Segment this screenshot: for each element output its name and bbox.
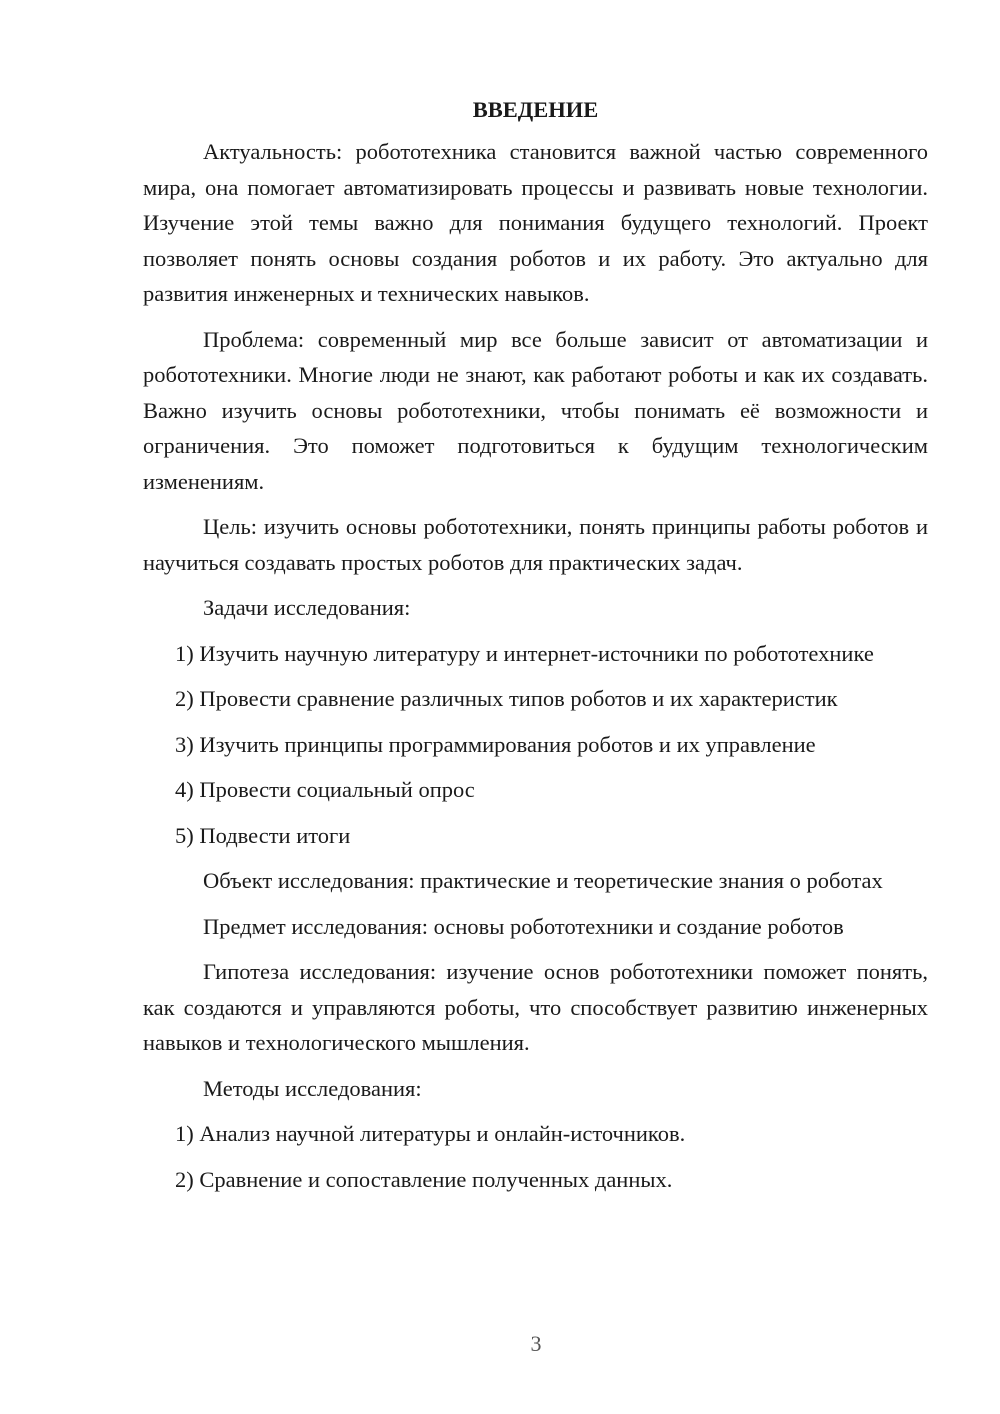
list-item: 3) Изучить принципы программирования роботов и их управление bbox=[175, 731, 816, 757]
goal-paragraph: Цель: изучить основы робототехники, понять принципы работы роботов и научиться создавать простых роботов для практических задач. bbox=[143, 514, 928, 575]
list-item: 1) Изучить научную литературу и интернет-источники по робототехнике bbox=[175, 640, 874, 666]
problem-paragraph: Проблема: современный мир все больше зависит от автоматизации и робототехники. Многие люди не знают, как работают роботы и как их создавать. Важно изучить основы робототехники, чтобы понимать её возможности и ограничения. Это поможет подготовиться к будущим технологическим изменениям. bbox=[143, 326, 928, 494]
page-content bbox=[143, 92, 928, 1197]
page-title: ВВЕДЕНИЕ bbox=[472, 97, 599, 122]
hypothesis-paragraph: Гипотеза исследования: изучение основ робототехники поможет понять, как создаются и управляются роботы, что способствует развитию инженерных навыков и технологического мышления. bbox=[143, 959, 928, 1055]
list-item: 2) Провести сравнение различных типов роботов и их характеристик bbox=[175, 686, 838, 711]
subject-paragraph: Предмет исследования: основы робототехники и создание роботов bbox=[203, 913, 844, 939]
list-item: 4) Провести социальный опрос bbox=[175, 777, 475, 802]
list-item: 1) Анализ научной литературы и онлайн-источников. bbox=[175, 1121, 686, 1146]
object-paragraph: Объект исследования: практические и теоретические знания о роботах bbox=[203, 868, 883, 893]
tasks-heading: Задачи исследования: bbox=[203, 595, 411, 620]
methods-heading: Методы исследования: bbox=[203, 1075, 422, 1101]
relevance-paragraph: Актуальность: робототехника становится важной частью современного мира, она помогает автоматизировать процессы и развивать новые технологии. Изучение этой темы важно для понимания будущего технологий. Проект позволяет понять основы создания роботов и их работу. Это актуально для развития инженерных и технических навыков. bbox=[143, 139, 928, 306]
list-item: 2) Сравнение и сопоставление полученных данных. bbox=[175, 1166, 673, 1192]
page-number: 3 bbox=[530, 1331, 542, 1356]
list-item: 5) Подвести итоги bbox=[175, 822, 351, 848]
